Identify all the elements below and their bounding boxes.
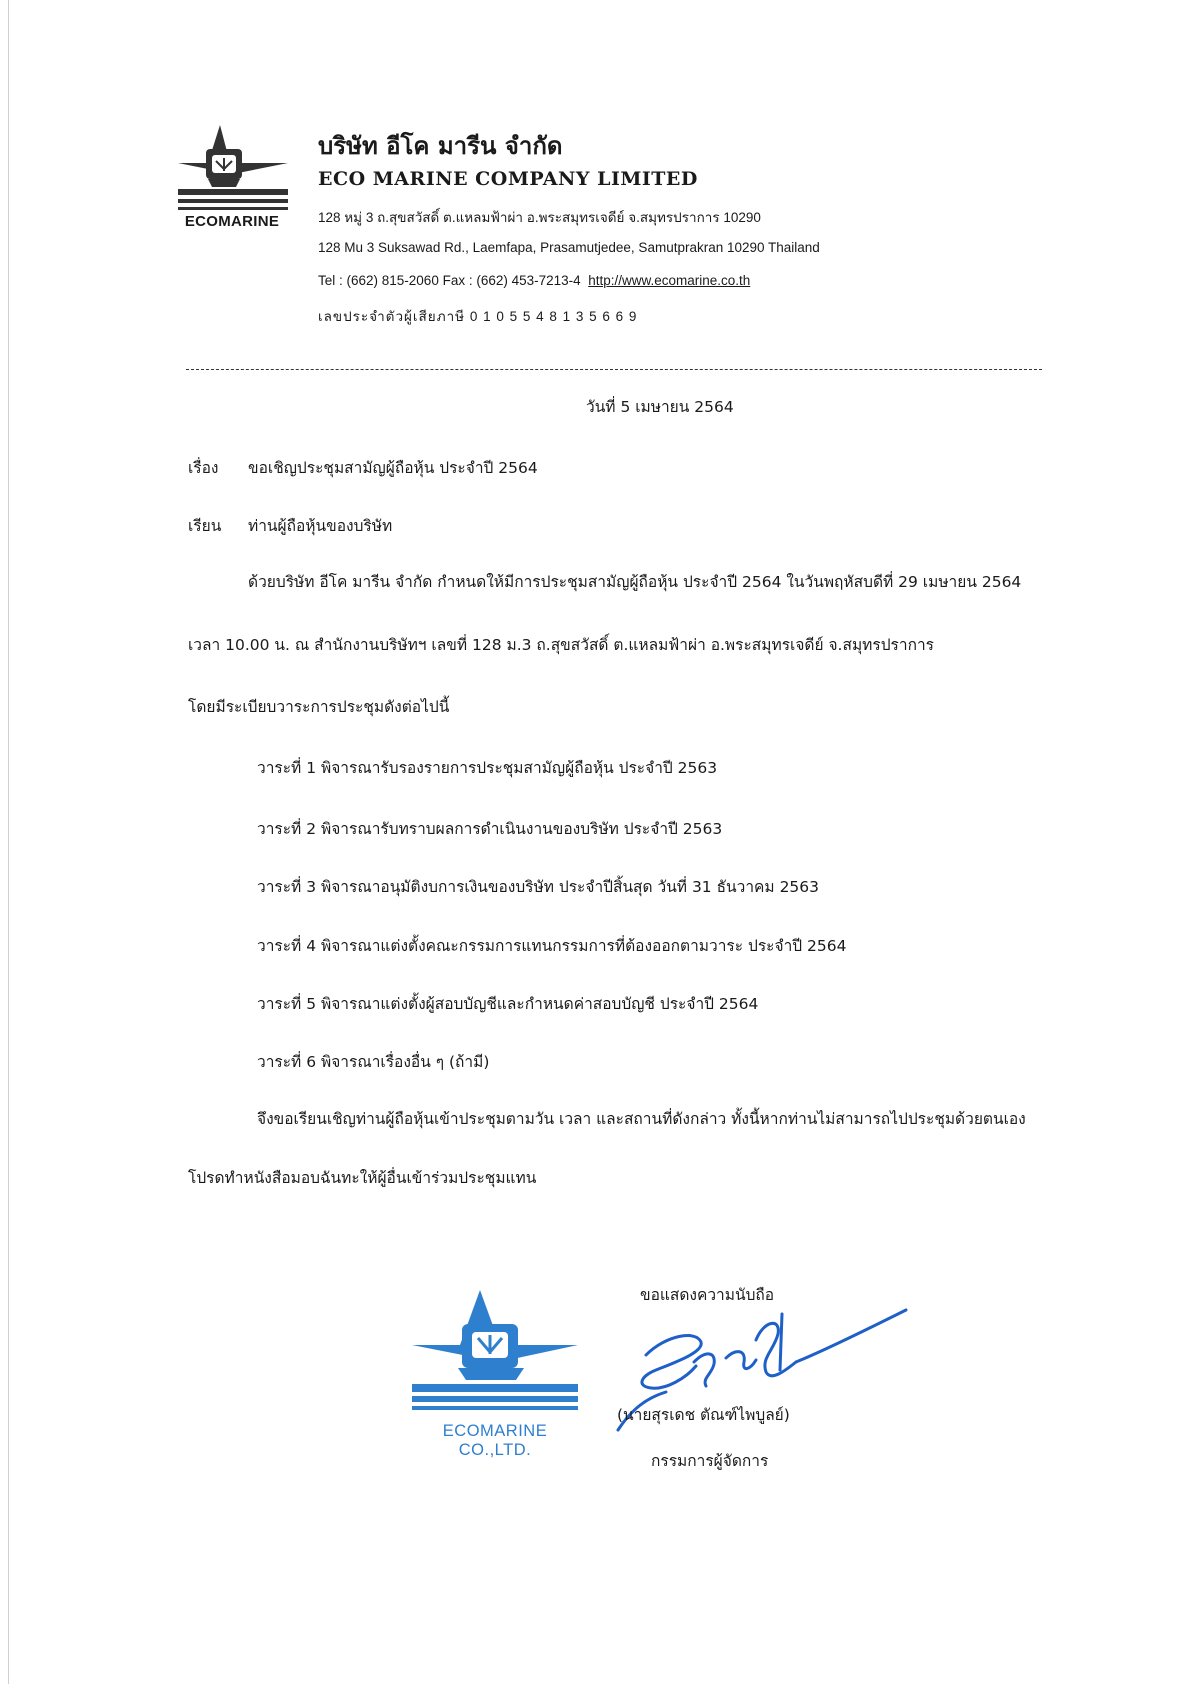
tax-id: เลขประจำตัวผู้เสียภาษี 0 1 0 5 5 4 8 1 3 5 6 6 9 bbox=[318, 309, 638, 324]
agenda-item: วาระที่ 2 พิจารณารับทราบผลการดำเนินงานของบริษัท ประจำปี 2563 bbox=[257, 820, 723, 838]
subject-text: ขอเชิญประชุมสามัญผู้ถือหุ้น ประจำปี 2564 bbox=[248, 459, 538, 477]
signer-name: (นายสุรเดช ตัณฑ์ไพบูลย์) bbox=[617, 1406, 790, 1424]
contact-line bbox=[318, 273, 750, 288]
address-english: 128 Mu 3 Suksawad Rd., Laemfapa, Prasamutjedee, Samutprakran 10290 Thailand bbox=[318, 240, 820, 255]
page-edge bbox=[8, 0, 9, 1684]
company-seal-stamp-icon bbox=[412, 1290, 578, 1425]
letterhead-divider bbox=[186, 369, 1042, 370]
intro-paragraph-line-2: เวลา 10.00 น. ณ สำนักงานบริษัทฯ เลขที่ 128 ม.3 ถ.สุขสวัสดิ์ ต.แหลมฟ้าผ่า อ.พระสมุทรเจดีย์ จ.สมุทรปราการ bbox=[188, 636, 934, 654]
recipient-label: เรียน bbox=[188, 517, 222, 535]
intro-paragraph-line-1: ด้วยบริษัท อีโค มารีน จำกัด กำหนดให้มีการประชุมสามัญผู้ถือหุ้น ประจำปี 2564 ในวันพฤหัสบดีที่ 29 เมษายน 2564 bbox=[248, 573, 1022, 591]
signer-position: กรรมการผู้จัดการ bbox=[651, 1452, 769, 1470]
recipient-text: ท่านผู้ถือหุ้นของบริษัท bbox=[248, 517, 393, 535]
agenda-item: วาระที่ 1 พิจารณารับรองรายการประชุมสามัญผู้ถือหุ้น ประจำปี 2563 bbox=[257, 759, 718, 777]
closing-paragraph-line-2: โปรดทำหนังสือมอบฉันทะให้ผู้อื่นเข้าร่วมประชุมแทน bbox=[188, 1169, 537, 1187]
agenda-item: วาระที่ 4 พิจารณาแต่งตั้งคณะกรรมการแทนกรรมการที่ต้องออกตามวาระ ประจำปี 2564 bbox=[257, 937, 847, 955]
logo-wordmark: ECOMARINE bbox=[184, 213, 280, 230]
agenda-item: วาระที่ 3 พิจารณาอนุมัติงบการเงินของบริษัท ประจำปีสิ้นสุด วันที่ 31 ธันวาคม 2563 bbox=[257, 878, 820, 896]
website-link[interactable]: http://www.ecomarine.co.th bbox=[588, 273, 751, 288]
intro-paragraph-line-3: โดยมีระเบียบวาระการประชุมดังต่อไปนี้ bbox=[188, 698, 450, 716]
stamp-text: ECOMARINE CO.,LTD. bbox=[442, 1422, 548, 1459]
agenda-item: วาระที่ 6 พิจารณาเรื่องอื่น ๆ (ถ้ามี) bbox=[257, 1053, 490, 1071]
subject-label: เรื่อง bbox=[188, 459, 219, 477]
company-name-english: ECO MARINE COMPANY LIMITED bbox=[318, 168, 698, 190]
ecomarine-logo-icon bbox=[178, 125, 288, 225]
company-name-thai: บริษัท อีโค มารีน จำกัด bbox=[318, 131, 563, 160]
closing-salutation: ขอแสดงความนับถือ bbox=[640, 1286, 775, 1304]
closing-paragraph-line-1: จึงขอเรียนเชิญท่านผู้ถือหุ้นเข้าประชุมตามวัน เวลา และสถานที่ดังกล่าว ทั้งนี้หากท่านไม่สามารถไปประชุมด้วยตนเอง bbox=[257, 1110, 1026, 1128]
phone-fax: Tel : (662) 815-2060 Fax : (662) 453-7213-4 bbox=[318, 273, 581, 288]
address-thai: 128 หมู่ 3 ถ.สุขสวัสดิ์ ต.แหลมฟ้าผ่า อ.พระสมุทรเจดีย์ จ.สมุทรปราการ 10290 bbox=[318, 210, 761, 225]
agenda-item: วาระที่ 5 พิจารณาแต่งตั้งผู้สอบบัญชีและกำหนดค่าสอบบัญชี ประจำปี 2564 bbox=[257, 995, 759, 1013]
letter-date: วันที่ 5 เมษายน 2564 bbox=[586, 398, 734, 416]
